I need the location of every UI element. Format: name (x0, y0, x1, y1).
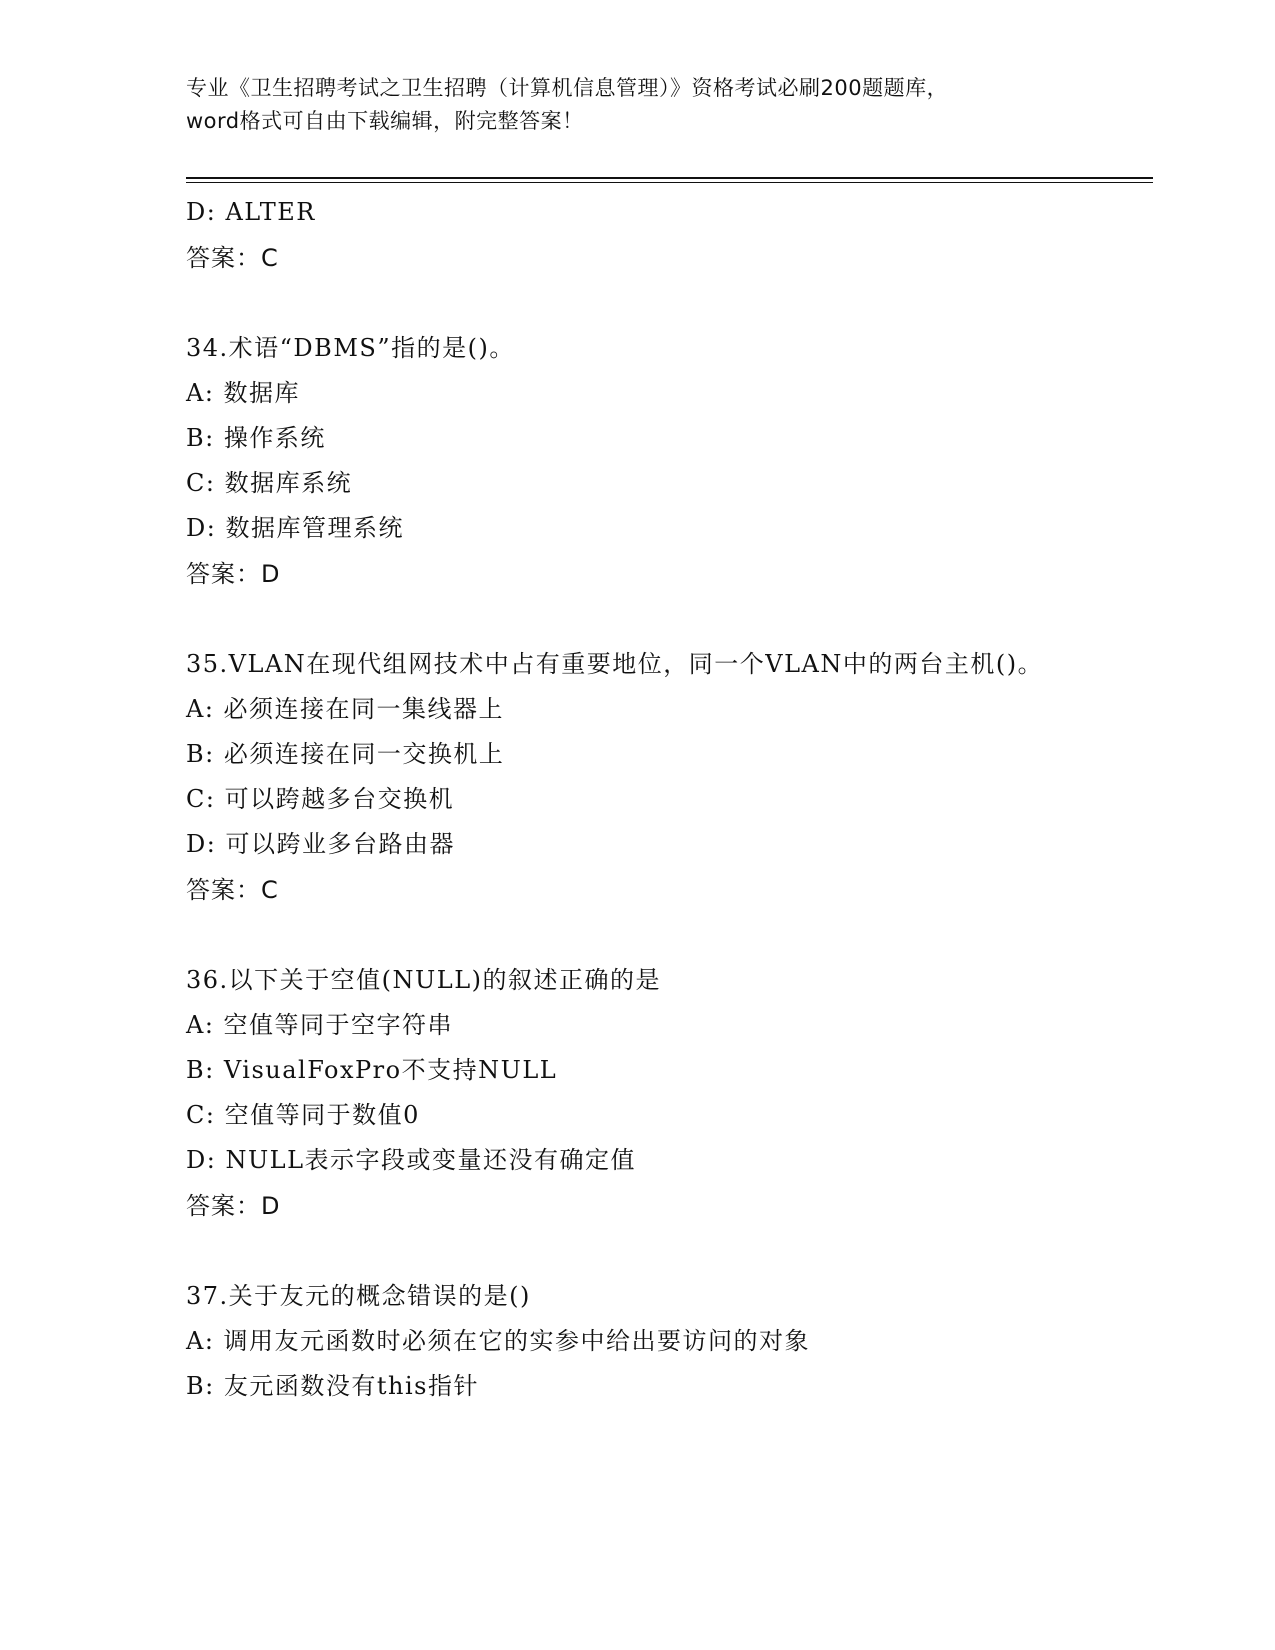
option-d: D: 可以跨业多台路由器 (186, 830, 455, 858)
option-a: A: 调用友元函数时必须在它的实参中给出要访问的对象 (186, 1327, 811, 1355)
previous-question-option-d: D: ALTER (186, 198, 316, 226)
spacer (186, 597, 1146, 642)
question-answer: 答案：C (186, 876, 279, 904)
option-a: A: 空值等同于空字符串 (186, 1011, 454, 1039)
question-stem: 36.以下关于空值(NULL)的叙述正确的是 (186, 966, 661, 994)
option-a: A: 数据库 (186, 379, 301, 407)
spacer (186, 1229, 1146, 1274)
question-answer: 答案：D (186, 1192, 281, 1220)
question-list (186, 190, 1146, 1409)
spacer (186, 913, 1146, 958)
question-block-35 (186, 642, 1146, 913)
option-c: C: 可以跨越多台交换机 (186, 785, 455, 813)
option-b: B: 友元函数没有this指针 (186, 1372, 479, 1400)
question-stem: 37.关于友元的概念错误的是() (186, 1282, 531, 1310)
document-header (186, 72, 1086, 138)
previous-question-answer: 答案：C (186, 244, 279, 272)
header-title-line-2: word格式可自由下载编辑，附完整答案！ (186, 109, 584, 133)
header-title-line-1: 专业《卫生招聘考试之卫生招聘（计算机信息管理）》资格考试必刷200题题库， (186, 76, 949, 100)
option-b: B: 必须连接在同一交换机上 (186, 740, 505, 768)
question-block-37 (186, 1274, 1146, 1409)
option-b: B: VisualFoxPro不支持NULL (186, 1056, 558, 1084)
option-a: A: 必须连接在同一集线器上 (186, 695, 505, 723)
header-divider-thin (186, 182, 1153, 183)
spacer (186, 281, 1146, 326)
option-b: B: 操作系统 (186, 424, 326, 452)
option-c: C: 数据库系统 (186, 469, 353, 497)
option-d: D: 数据库管理系统 (186, 514, 404, 542)
question-stem: 35.VLAN在现代组网技术中占有重要地位，同一个VLAN中的两台主机()。 (186, 650, 1044, 678)
question-stem: 34.术语“DBMS”指的是()。 (186, 334, 515, 362)
header-divider-thick (186, 177, 1153, 179)
question-block-36 (186, 958, 1146, 1229)
question-answer: 答案：D (186, 560, 281, 588)
option-c: C: 空值等同于数值0 (186, 1101, 420, 1129)
option-d: D: NULL表示字段或变量还没有确定值 (186, 1146, 637, 1174)
question-block-34 (186, 326, 1146, 597)
